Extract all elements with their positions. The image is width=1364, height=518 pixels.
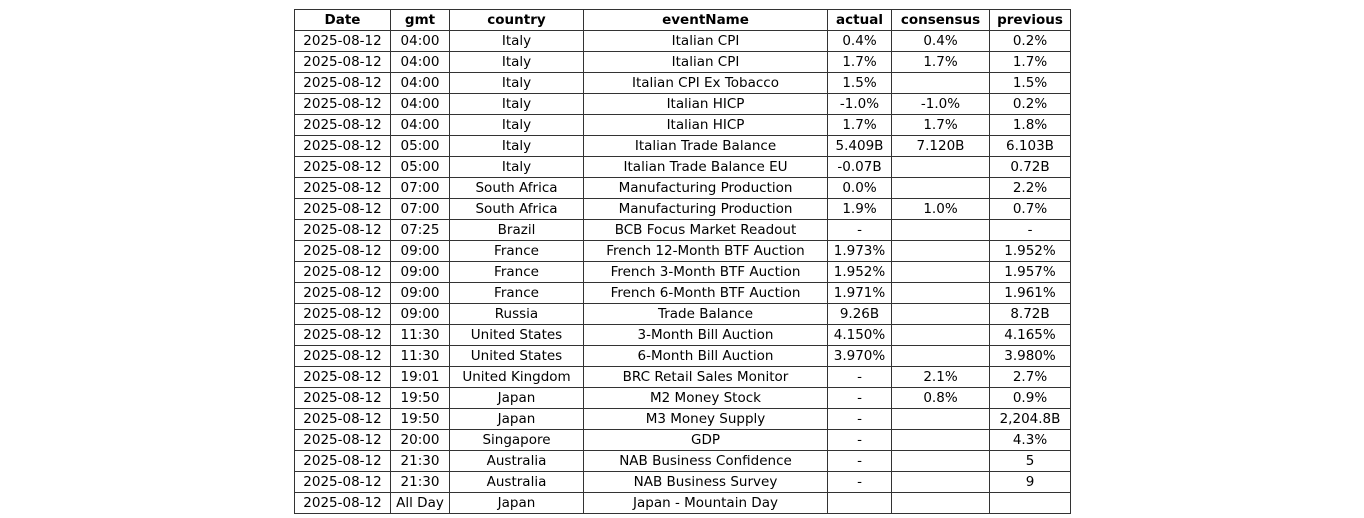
table-row: [295, 430, 1071, 451]
table-row: [295, 283, 1071, 304]
cell-event-name: French 6-Month BTF Auction: [584, 283, 828, 304]
cell-date: 2025-08-12: [295, 283, 391, 304]
cell-country: Japan: [450, 409, 584, 430]
header-row: [295, 10, 1071, 31]
cell-country: Singapore: [450, 430, 584, 451]
cell-event-name: NAB Business Confidence: [584, 451, 828, 472]
cell-gmt: 11:30: [391, 346, 450, 367]
table-row: [295, 304, 1071, 325]
cell-event-name: NAB Business Survey: [584, 472, 828, 493]
cell-event-name: BCB Focus Market Readout: [584, 220, 828, 241]
cell-country: Australia: [450, 451, 584, 472]
cell-actual: -: [828, 409, 892, 430]
cell-consensus: [892, 346, 990, 367]
cell-event-name: Italian Trade Balance: [584, 136, 828, 157]
cell-country: United Kingdom: [450, 367, 584, 388]
column-header-previous: previous: [990, 10, 1071, 31]
cell-date: 2025-08-12: [295, 52, 391, 73]
cell-consensus: [892, 220, 990, 241]
cell-date: 2025-08-12: [295, 136, 391, 157]
cell-actual: 1.5%: [828, 73, 892, 94]
table-row: [295, 220, 1071, 241]
cell-country: United States: [450, 325, 584, 346]
table-row: [295, 493, 1071, 514]
cell-country: Italy: [450, 52, 584, 73]
cell-gmt: 09:00: [391, 241, 450, 262]
cell-consensus: 1.0%: [892, 199, 990, 220]
cell-consensus: [892, 73, 990, 94]
cell-gmt: 09:00: [391, 283, 450, 304]
table-row: [295, 199, 1071, 220]
cell-event-name: French 3-Month BTF Auction: [584, 262, 828, 283]
table-row: [295, 136, 1071, 157]
cell-event-name: 6-Month Bill Auction: [584, 346, 828, 367]
cell-event-name: 3-Month Bill Auction: [584, 325, 828, 346]
cell-event-name: Manufacturing Production: [584, 199, 828, 220]
cell-consensus: [892, 430, 990, 451]
cell-actual: -: [828, 220, 892, 241]
cell-event-name: Italian HICP: [584, 115, 828, 136]
cell-country: Italy: [450, 73, 584, 94]
economic-calendar-table-container: [294, 9, 1071, 514]
cell-previous: 5: [990, 451, 1071, 472]
cell-gmt: 07:00: [391, 199, 450, 220]
cell-country: Japan: [450, 388, 584, 409]
cell-event-name: M3 Money Supply: [584, 409, 828, 430]
cell-date: 2025-08-12: [295, 31, 391, 52]
cell-gmt: 19:01: [391, 367, 450, 388]
cell-country: South Africa: [450, 199, 584, 220]
cell-actual: -: [828, 451, 892, 472]
cell-event-name: French 12-Month BTF Auction: [584, 241, 828, 262]
cell-previous: 0.72B: [990, 157, 1071, 178]
cell-previous: 0.2%: [990, 94, 1071, 115]
cell-event-name: Japan - Mountain Day: [584, 493, 828, 514]
table-row: [295, 262, 1071, 283]
cell-event-name: Italian Trade Balance EU: [584, 157, 828, 178]
cell-consensus: [892, 451, 990, 472]
table-row: [295, 325, 1071, 346]
cell-gmt: 21:30: [391, 472, 450, 493]
cell-consensus: -1.0%: [892, 94, 990, 115]
cell-gmt: 04:00: [391, 115, 450, 136]
table-row: [295, 115, 1071, 136]
cell-country: France: [450, 262, 584, 283]
table-row: [295, 94, 1071, 115]
table-row: [295, 31, 1071, 52]
cell-gmt: 21:30: [391, 451, 450, 472]
cell-event-name: M2 Money Stock: [584, 388, 828, 409]
cell-previous: 1.957%: [990, 262, 1071, 283]
cell-actual: 5.409B: [828, 136, 892, 157]
cell-country: Australia: [450, 472, 584, 493]
cell-previous: 1.5%: [990, 73, 1071, 94]
cell-previous: 0.7%: [990, 199, 1071, 220]
cell-country: United States: [450, 346, 584, 367]
cell-event-name: Trade Balance: [584, 304, 828, 325]
column-header-country: country: [450, 10, 584, 31]
cell-previous: [990, 493, 1071, 514]
table-row: [295, 409, 1071, 430]
cell-date: 2025-08-12: [295, 73, 391, 94]
cell-actual: 1.971%: [828, 283, 892, 304]
cell-country: Italy: [450, 31, 584, 52]
column-header-actual: actual: [828, 10, 892, 31]
table-row: [295, 451, 1071, 472]
cell-consensus: [892, 241, 990, 262]
cell-country: Italy: [450, 157, 584, 178]
cell-consensus: [892, 493, 990, 514]
cell-consensus: 0.8%: [892, 388, 990, 409]
cell-consensus: [892, 304, 990, 325]
cell-date: 2025-08-12: [295, 325, 391, 346]
cell-gmt: 05:00: [391, 136, 450, 157]
cell-previous: 0.9%: [990, 388, 1071, 409]
cell-gmt: 09:00: [391, 304, 450, 325]
cell-date: 2025-08-12: [295, 157, 391, 178]
cell-date: 2025-08-12: [295, 367, 391, 388]
cell-previous: 3.980%: [990, 346, 1071, 367]
cell-previous: 9: [990, 472, 1071, 493]
column-header-date: Date: [295, 10, 391, 31]
cell-previous: 1.8%: [990, 115, 1071, 136]
table-row: [295, 73, 1071, 94]
cell-previous: 2.2%: [990, 178, 1071, 199]
cell-country: Italy: [450, 94, 584, 115]
table-row: [295, 472, 1071, 493]
cell-gmt: 20:00: [391, 430, 450, 451]
cell-previous: 1.961%: [990, 283, 1071, 304]
cell-actual: -: [828, 430, 892, 451]
cell-previous: 8.72B: [990, 304, 1071, 325]
cell-date: 2025-08-12: [295, 199, 391, 220]
table-row: [295, 388, 1071, 409]
cell-gmt: 04:00: [391, 73, 450, 94]
cell-previous: 1.7%: [990, 52, 1071, 73]
cell-gmt: 19:50: [391, 409, 450, 430]
cell-date: 2025-08-12: [295, 493, 391, 514]
cell-gmt: 04:00: [391, 31, 450, 52]
cell-actual: 1.973%: [828, 241, 892, 262]
economic-calendar-table: [294, 9, 1071, 514]
cell-actual: -: [828, 472, 892, 493]
cell-consensus: [892, 178, 990, 199]
cell-country: France: [450, 283, 584, 304]
cell-consensus: [892, 262, 990, 283]
cell-actual: 4.150%: [828, 325, 892, 346]
cell-date: 2025-08-12: [295, 304, 391, 325]
cell-consensus: [892, 409, 990, 430]
cell-event-name: Italian HICP: [584, 94, 828, 115]
cell-previous: 2,204.8B: [990, 409, 1071, 430]
table-body: [295, 31, 1071, 514]
cell-consensus: 1.7%: [892, 115, 990, 136]
cell-previous: 4.165%: [990, 325, 1071, 346]
cell-event-name: GDP: [584, 430, 828, 451]
cell-gmt: 11:30: [391, 325, 450, 346]
column-header-event-name: eventName: [584, 10, 828, 31]
cell-gmt: 07:00: [391, 178, 450, 199]
cell-actual: 0.4%: [828, 31, 892, 52]
cell-consensus: 1.7%: [892, 52, 990, 73]
cell-date: 2025-08-12: [295, 220, 391, 241]
cell-actual: 9.26B: [828, 304, 892, 325]
cell-consensus: [892, 472, 990, 493]
cell-date: 2025-08-12: [295, 115, 391, 136]
cell-country: France: [450, 241, 584, 262]
column-header-gmt: gmt: [391, 10, 450, 31]
cell-previous: 4.3%: [990, 430, 1071, 451]
column-header-consensus: consensus: [892, 10, 990, 31]
cell-country: Russia: [450, 304, 584, 325]
cell-actual: 1.952%: [828, 262, 892, 283]
table-row: [295, 157, 1071, 178]
cell-consensus: [892, 157, 990, 178]
cell-date: 2025-08-12: [295, 178, 391, 199]
cell-country: Italy: [450, 115, 584, 136]
cell-actual: 1.7%: [828, 52, 892, 73]
cell-actual: 1.9%: [828, 199, 892, 220]
cell-consensus: [892, 325, 990, 346]
cell-actual: 0.0%: [828, 178, 892, 199]
cell-gmt: 19:50: [391, 388, 450, 409]
cell-actual: -: [828, 388, 892, 409]
cell-date: 2025-08-12: [295, 409, 391, 430]
cell-actual: -1.0%: [828, 94, 892, 115]
cell-actual: -: [828, 367, 892, 388]
cell-country: Brazil: [450, 220, 584, 241]
table-header: [295, 10, 1071, 31]
cell-consensus: 0.4%: [892, 31, 990, 52]
cell-actual: [828, 493, 892, 514]
cell-gmt: 09:00: [391, 262, 450, 283]
cell-gmt: 05:00: [391, 157, 450, 178]
cell-country: Italy: [450, 136, 584, 157]
cell-actual: 3.970%: [828, 346, 892, 367]
cell-actual: -0.07B: [828, 157, 892, 178]
cell-consensus: 2.1%: [892, 367, 990, 388]
cell-actual: 1.7%: [828, 115, 892, 136]
cell-date: 2025-08-12: [295, 472, 391, 493]
cell-date: 2025-08-12: [295, 451, 391, 472]
cell-gmt: 04:00: [391, 94, 450, 115]
cell-date: 2025-08-12: [295, 388, 391, 409]
cell-previous: 6.103B: [990, 136, 1071, 157]
cell-date: 2025-08-12: [295, 346, 391, 367]
cell-date: 2025-08-12: [295, 94, 391, 115]
cell-gmt: 07:25: [391, 220, 450, 241]
cell-event-name: Manufacturing Production: [584, 178, 828, 199]
table-row: [295, 52, 1071, 73]
cell-consensus: [892, 283, 990, 304]
cell-consensus: 7.120B: [892, 136, 990, 157]
cell-previous: 2.7%: [990, 367, 1071, 388]
cell-event-name: Italian CPI: [584, 31, 828, 52]
cell-country: Japan: [450, 493, 584, 514]
table-row: [295, 346, 1071, 367]
cell-previous: 1.952%: [990, 241, 1071, 262]
cell-previous: -: [990, 220, 1071, 241]
table-row: [295, 178, 1071, 199]
cell-event-name: Italian CPI Ex Tobacco: [584, 73, 828, 94]
cell-date: 2025-08-12: [295, 262, 391, 283]
table-row: [295, 241, 1071, 262]
cell-previous: 0.2%: [990, 31, 1071, 52]
cell-event-name: Italian CPI: [584, 52, 828, 73]
cell-event-name: BRC Retail Sales Monitor: [584, 367, 828, 388]
cell-gmt: All Day: [391, 493, 450, 514]
cell-date: 2025-08-12: [295, 241, 391, 262]
cell-country: South Africa: [450, 178, 584, 199]
cell-date: 2025-08-12: [295, 430, 391, 451]
cell-gmt: 04:00: [391, 52, 450, 73]
table-row: [295, 367, 1071, 388]
